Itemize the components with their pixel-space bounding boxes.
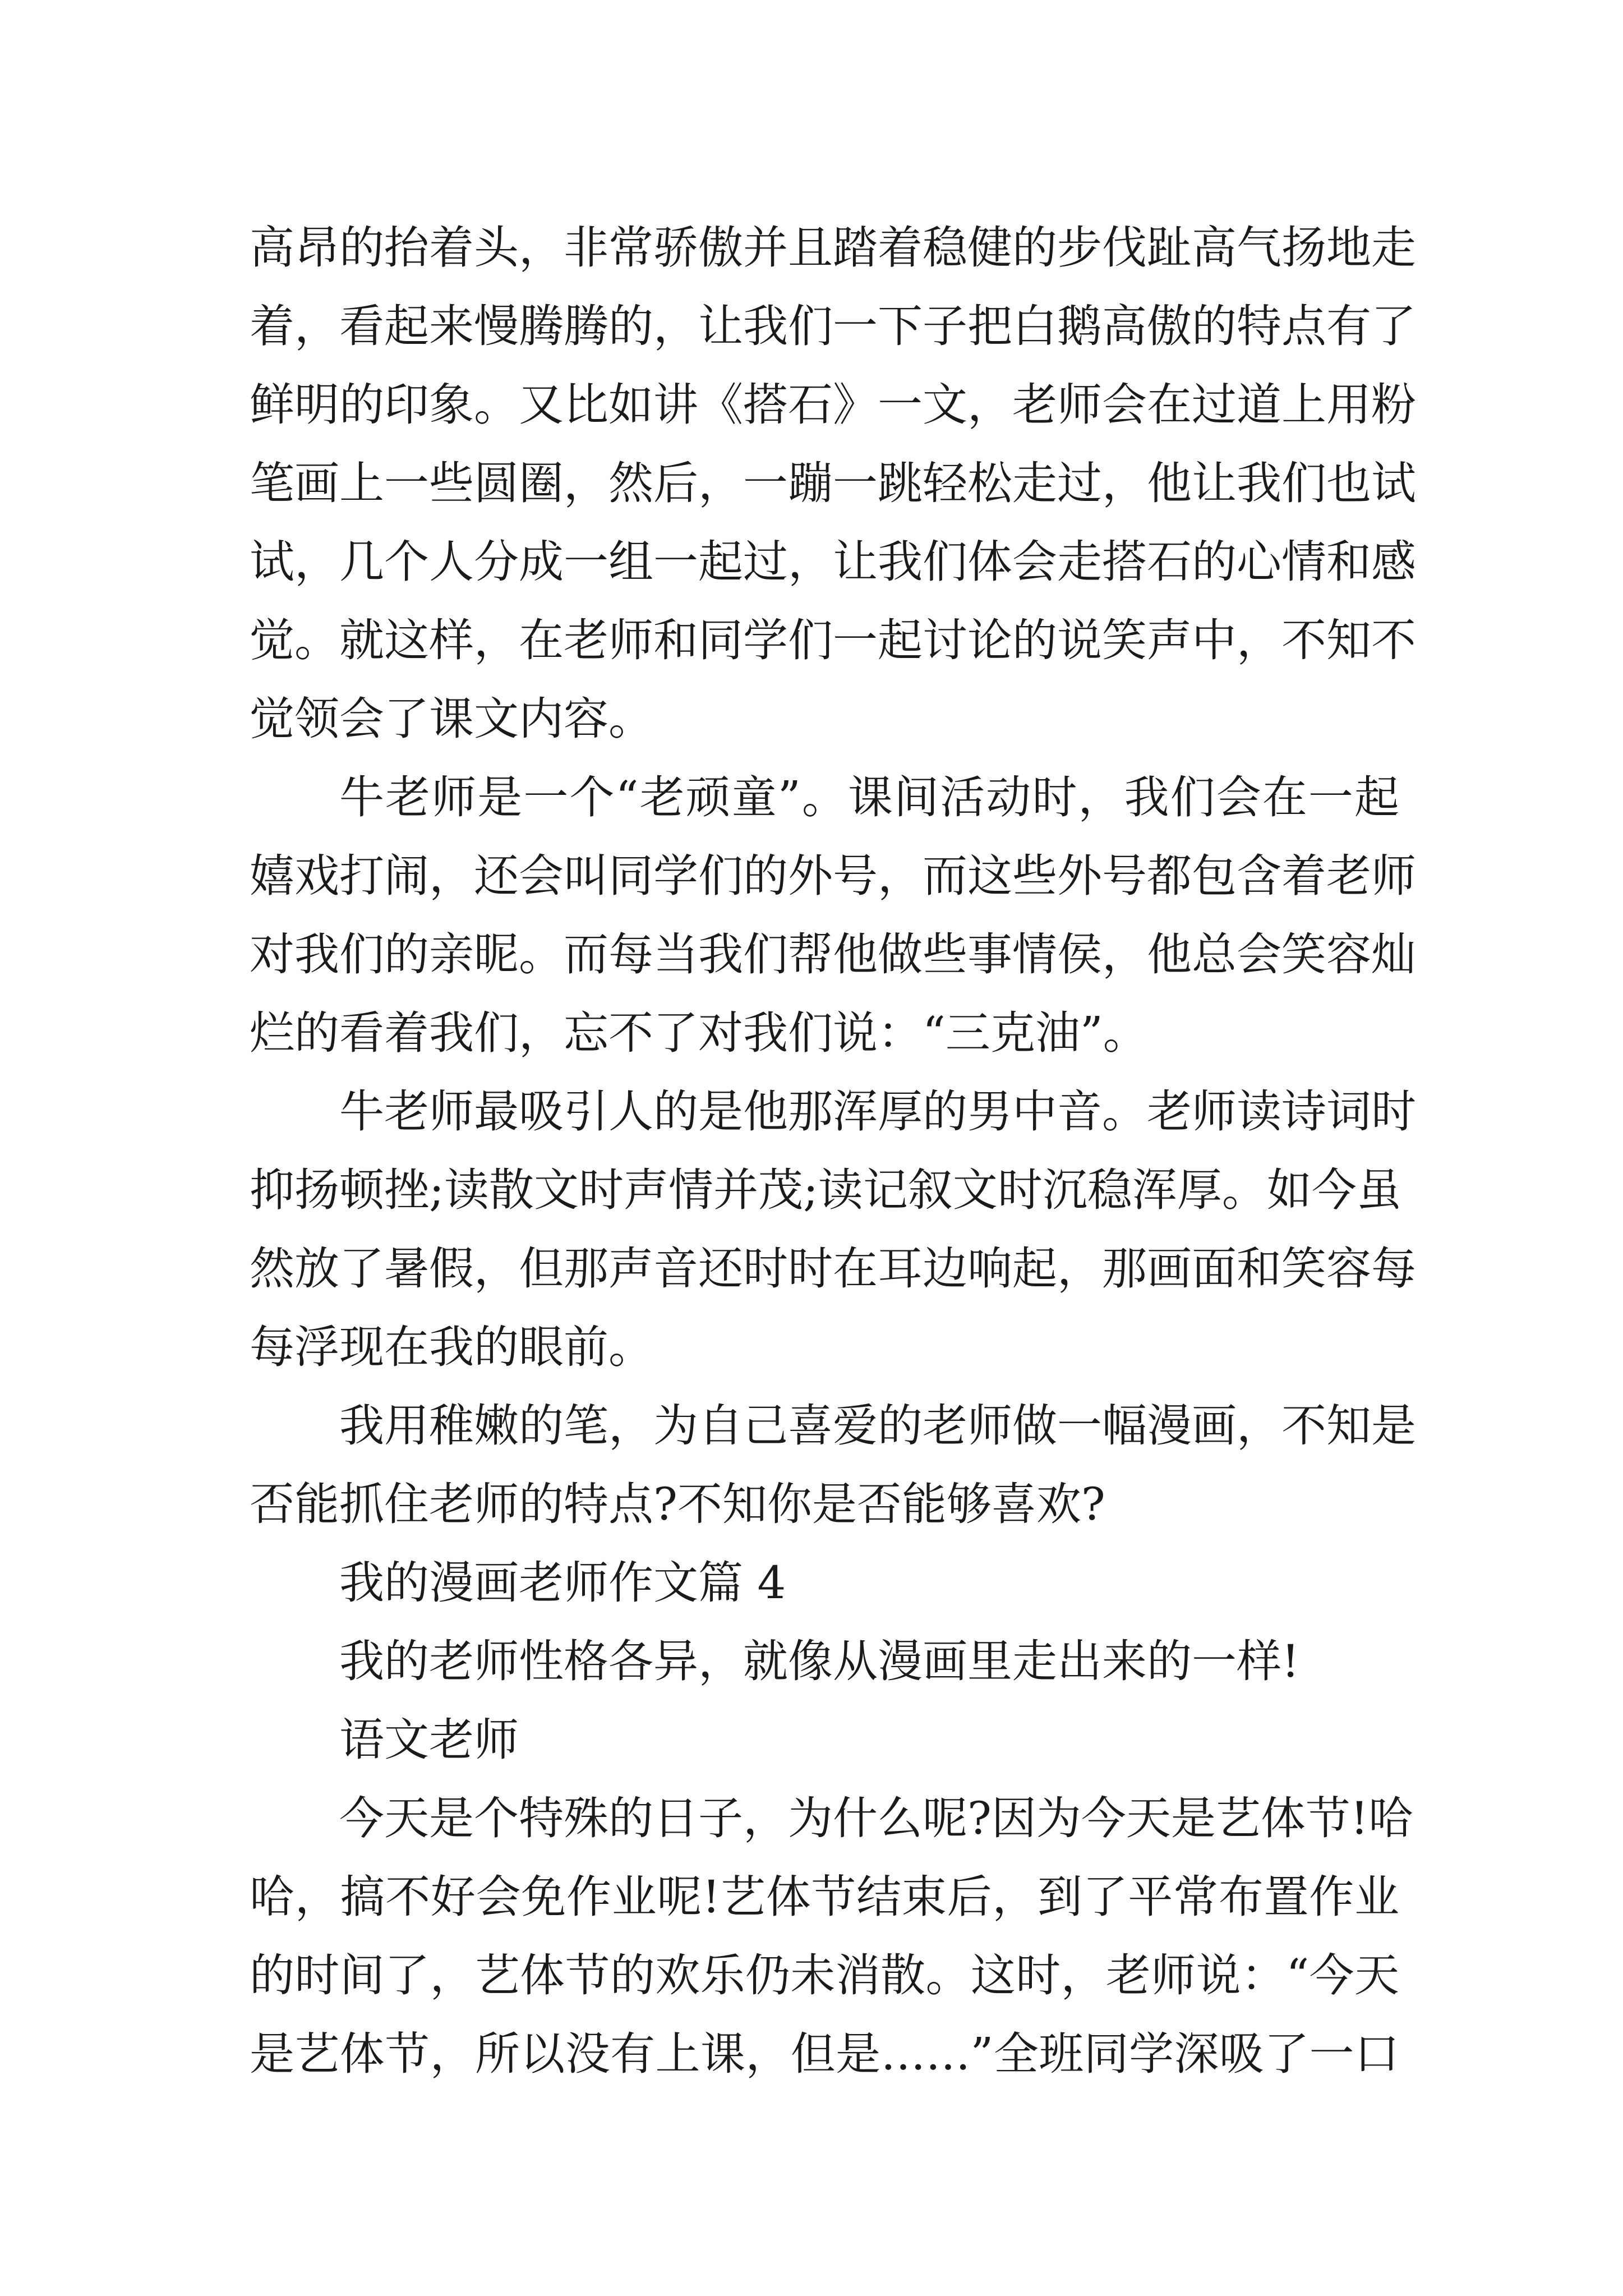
text-line: 高昂的抬着头，非常骄傲并且踏着稳健的步伐趾高气扬地走 [250,222,1416,274]
text-line: 鲜明的印象。又比如讲《搭石》一文，老师会在过道上用粉 [250,379,1416,431]
subheading: 语文老师 [339,1714,519,1766]
text-line: 然放了暑假，但那声音还时时在耳边响起，那画面和笑容每 [250,1243,1416,1295]
paragraph-first-line: 今天是个特殊的日子，为什么呢?因为今天是艺体节!哈 [339,1792,1414,1844]
text-line: 觉。就这样，在老师和同学们一起讨论的说笑声中，不知不 [250,614,1416,666]
intro-line: 我的老师性格各异，就像从漫画里走出来的一样! [339,1635,1300,1687]
text-line: 笔画上一些圆圈，然后，一蹦一跳轻松走过，他让我们也试 [250,457,1416,509]
text-line: 着，看起来慢腾腾的，让我们一下子把白鹅高傲的特点有了 [250,300,1416,352]
text-line: 试，几个人分成一组一起过，让我们体会走搭石的心情和感 [250,536,1416,588]
text-line: 觉领会了课文内容。 [250,693,653,745]
paragraph-first-line: 牛老师最吸引人的是他那浑厚的男中音。老师读诗词时 [339,1085,1416,1138]
paragraph-first-line: 牛老师是一个“老顽童”。课间活动时，我们会在一起 [339,771,1399,823]
text-line: 嬉戏打闹，还会叫同学们的外号，而这些外号都包含着老师 [250,850,1416,902]
text-line: 的时间了，艺体节的欢乐仍未消散。这时，老师说：“今天 [250,1949,1399,2001]
text-line: 每浮现在我的眼前。 [250,1321,653,1373]
text-line: 对我们的亲昵。而每当我们帮他做些事情侯，他总会笑容灿 [250,928,1416,981]
text-line: 抑扬顿挫;读散文时声情并茂;读记叙文时沉稳浑厚。如今虽 [250,1164,1401,1216]
text-line: 哈，搞不好会免作业呢!艺体节结束后，到了平常布置作业 [250,1871,1399,1923]
section-heading: 我的漫画老师作文篇 4 [339,1557,786,1609]
text-line: 否能抓住老师的特点?不知你是否能够喜欢? [250,1478,1105,1530]
text-line: 烂的看着我们，忘不了对我们说：“三克油”。 [250,1007,1148,1059]
paragraph-first-line: 我用稚嫩的笔，为自己喜爱的老师做一幅漫画，不知是 [339,1400,1416,1452]
text-line: 是艺体节，所以没有上课，但是……”全班同学深吸了一口 [250,2028,1399,2080]
